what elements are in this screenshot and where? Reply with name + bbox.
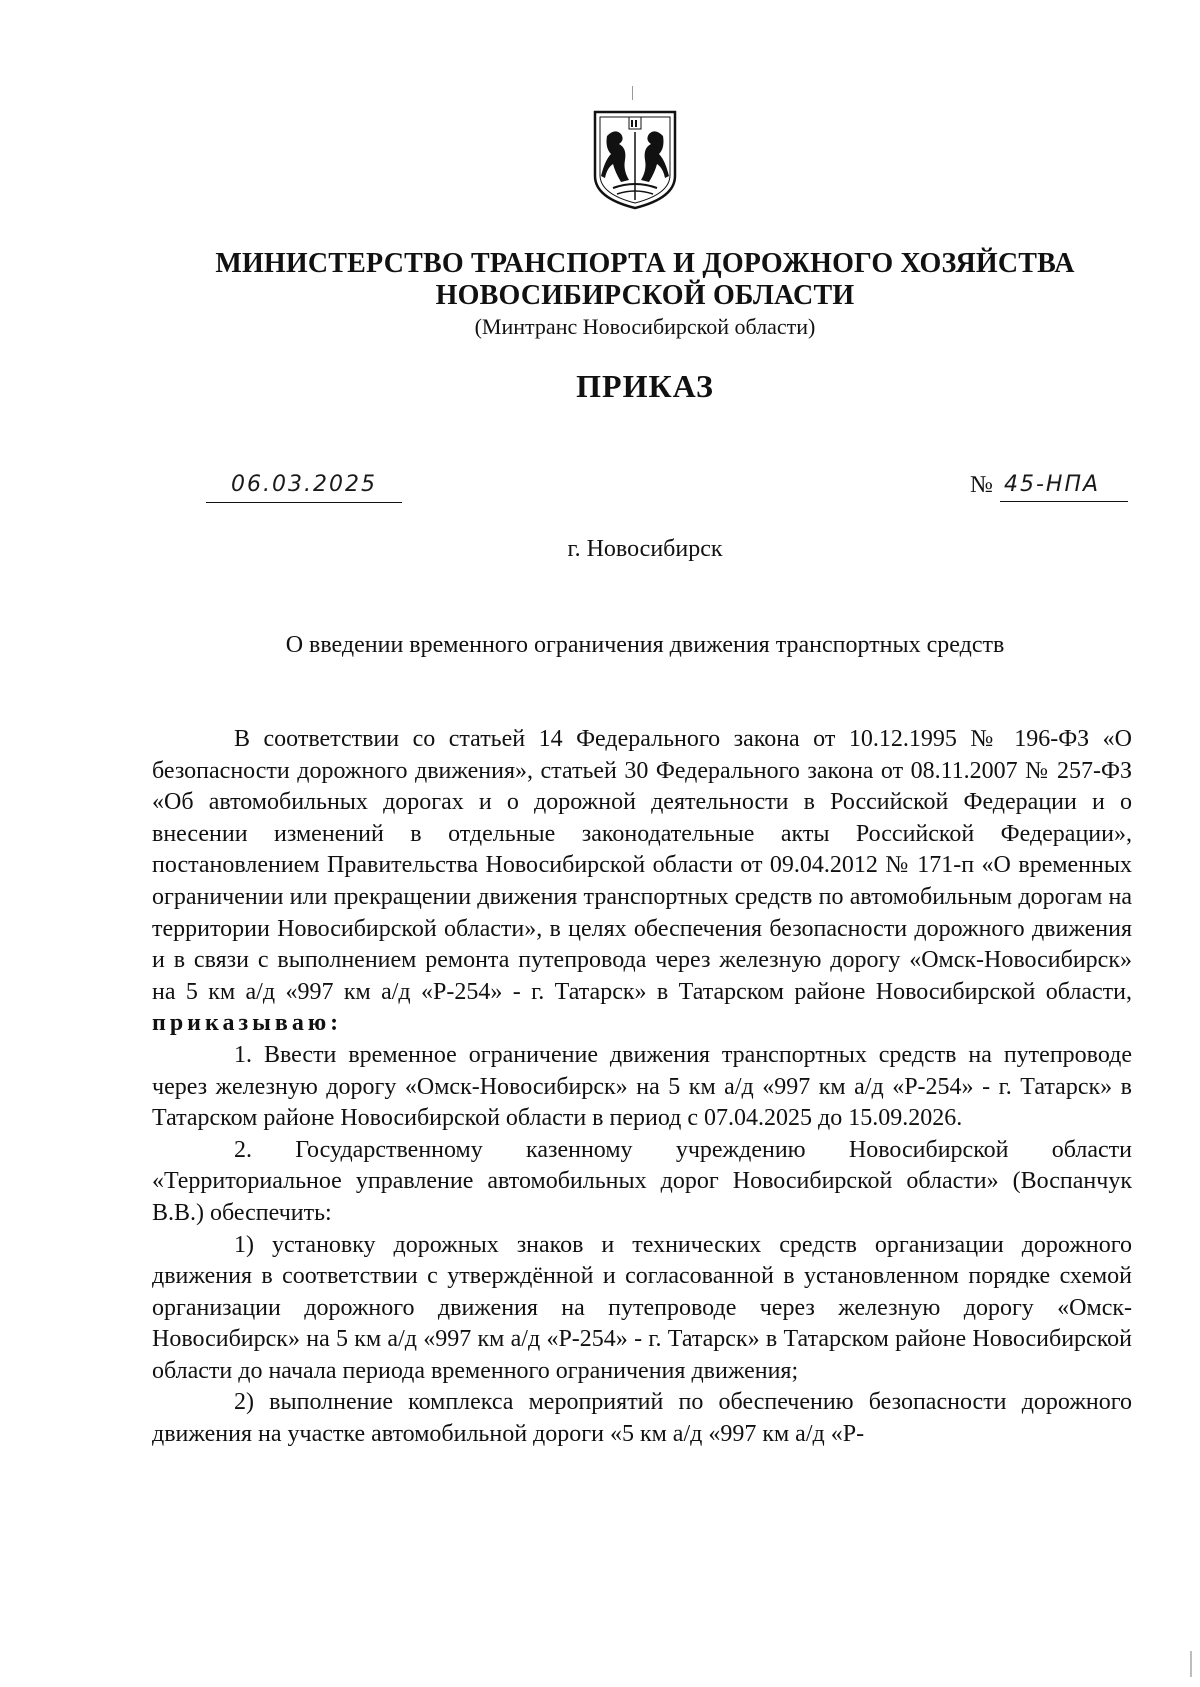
document-subject: О введении временного ограничения движения транспортных средств: [285, 632, 1005, 658]
ministry-short-name: (Минтранс Новосибирской области): [474, 314, 816, 339]
order-word: приказываю:: [152, 1010, 343, 1037]
scan-edge-mark: [1190, 1651, 1192, 1677]
date-value: 06.03.2025: [231, 472, 377, 497]
ministry-title-line1: МИНИСТЕРСТВО ТРАНСПОРТА И ДОРОЖНОГО ХОЗЯЙСТВА: [215, 248, 1075, 279]
item-2-1: 1) установку дорожных знаков и технических средств организации дорожного движения в соответствии с утверждённой и согласованной в установленном порядке схемой организации дорожного движения на путепроводе через железную дорогу «Омск-Новосибирск» на 5 км а/д «997 км а/д «Р-254» - г. Татарск» в Татарском районе Новосибирской области до начала периода временного ограничения движения;: [152, 1231, 1132, 1384]
number-label: №: [970, 472, 993, 498]
date-field: [206, 468, 402, 503]
number-value: 45-НПА: [1004, 472, 1101, 497]
ministry-title-line2: НОВОСИБИРСКОЙ ОБЛАСТИ: [435, 280, 855, 311]
number-field: [1000, 468, 1128, 502]
document-body: [152, 724, 1132, 1451]
document-type-heading: ПРИКАЗ: [576, 368, 714, 404]
coat-of-arms-icon: [591, 108, 679, 212]
item-2-2: 2) выполнение комплекса мероприятий по обеспечению безопасности дорожного движения на участке автомобильной дороги «5 км а/д «997 км а/д «Р-: [152, 1389, 1132, 1448]
preamble-text: В соответствии со статьей 14 Федерального закона от 10.12.1995 № 196-ФЗ «О безопасности дорожного движения», статьей 30 Федерального закона от 08.11.2007 № 257-ФЗ «Об автомобильных дорогах и о дорожной деятельности в Российской Федерации и о внесении изменений в отдельные законодательные акты Российской Федерации», постановлением Правительства Новосибирской области от 09.04.2012 № 171-п «О временных ограничении или прекращении движения транспортных средств по автомобильным дорогам на территории Новосибирской области», в целях обеспечения безопасности дорожного движения и в связи с выполнением ремонта путепровода через железную дорогу «Омск-Новосибирск» на 5 км а/д «997 км а/д «Р-254» - г. Татарск» в Татарском районе Новосибирской области,: [152, 726, 1132, 1005]
item-1: 1. Ввести временное ограничение движения транспортных средств на путепроводе через железную дорогу «Омск-Новосибирск» на 5 км а/д «997 км а/д «Р-254» - г. Татарск» в Татарском районе Новосибирской области в период с 07.04.2025 до 15.09.2026.: [152, 1041, 1132, 1132]
item-2: 2. Государственному казенному учреждению Новосибирской области «Территориальное управление автомобильных дорог Новосибирской области» (Воспанчук В.В.) обеспечить:: [152, 1136, 1132, 1226]
city: г. Новосибирск: [567, 536, 723, 562]
preamble-paragraph: [152, 724, 1132, 1040]
scan-mark: [632, 86, 633, 100]
